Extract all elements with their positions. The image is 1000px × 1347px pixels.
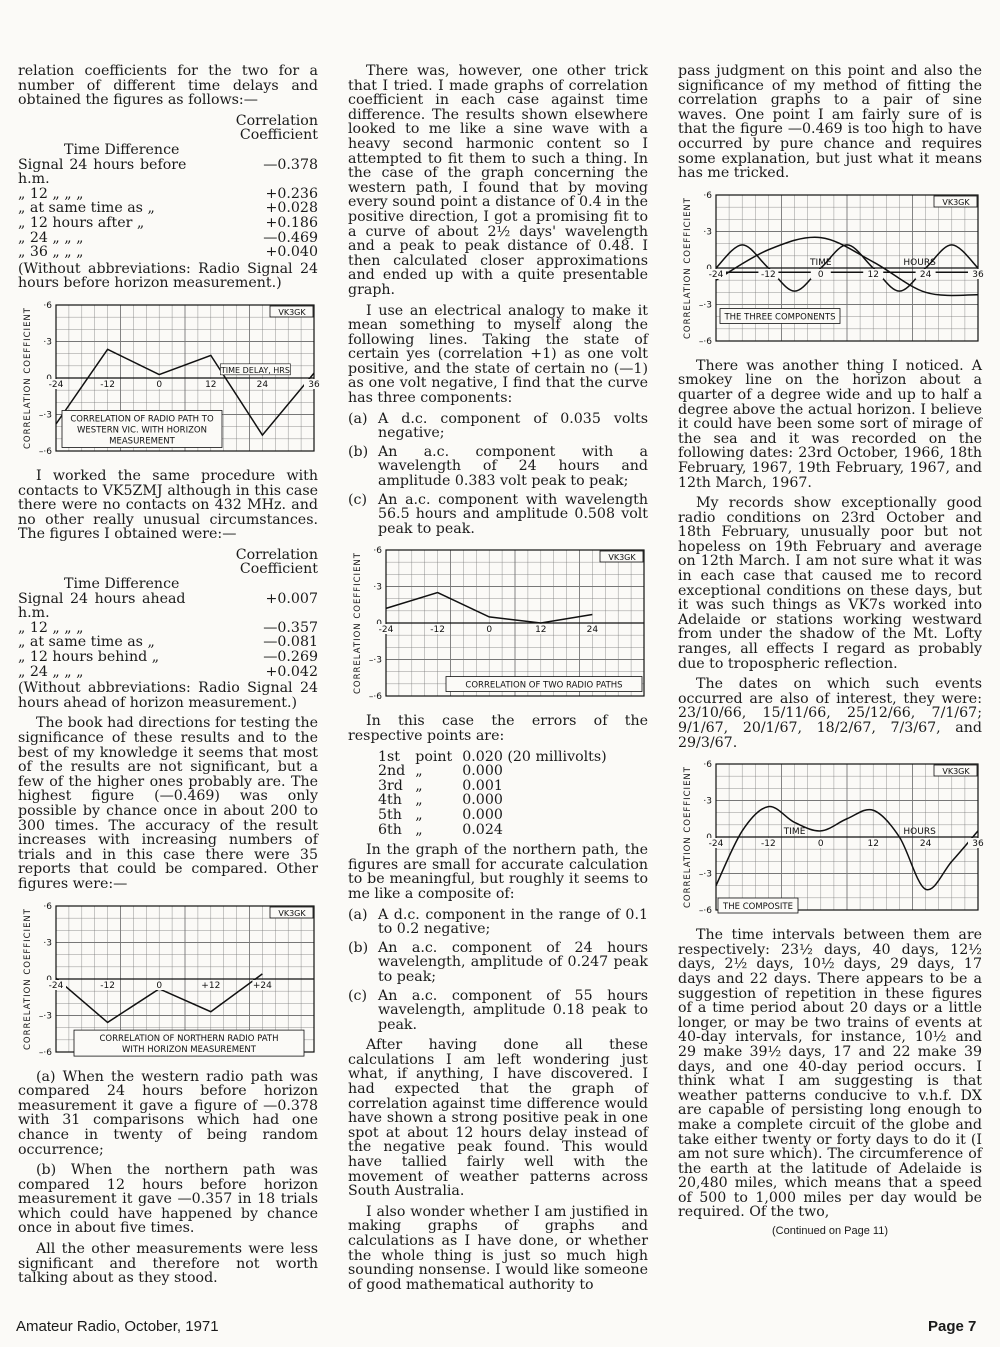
western-path-chart <box>18 299 318 459</box>
x-tick-label: -24 <box>378 625 394 636</box>
col3-p2: There was another thing I noticed. A smokey line on the horizon about a quarter of a degree wide and up to half a degree above the actual horizon. I believe it could have been some sort of mirage of the sea and it was recorded on the following dates: 23rd October, 1966, 18th February, 1967, 19th February, 1967, and 12th March, 1967. <box>678 357 982 491</box>
y-tick-label: –·6 <box>38 446 52 457</box>
table-row: „ 12 „ „ „ —0.357 <box>18 619 318 636</box>
y-axis-label: CORRELATION COEFFICIENT <box>23 907 33 1050</box>
chart-caption: MEASUREMENT <box>109 436 175 447</box>
x-tick-label: 24 <box>919 269 932 280</box>
y-tick-label: –·3 <box>368 655 382 666</box>
y-tick-label: ·6 <box>43 901 52 912</box>
chart-caption: CORRELATION OF NORTHERN RADIO PATH <box>99 1033 279 1044</box>
col3-p3: My records show exceptionally good radio conditions on 23rd October and 18th February, unusually poor but not hopeless on 19th February and average on 12th March. I am not sure what it was in each case that caused me to record exceptional conditions on these days, but it was such things as VK7s worked into Adelaide or stations working westward from under the shadow of the Mt. Lofty ranges, all effects I regard as probably due to tropospheric reflection. <box>678 495 982 672</box>
table-row: „ 12 hours after „ +0.186 <box>18 214 318 231</box>
hours-label: HOURS <box>903 257 936 268</box>
column-2 <box>348 64 648 1298</box>
x-tick-label: 24 <box>256 379 269 390</box>
list-item: (b) An a.c. component of 24 hours wavelength, amplitude of 0.247 peak to peak; <box>348 939 648 985</box>
y-axis-label: CORRELATION COEFFICIENT <box>23 306 33 449</box>
x-tick-label: 36 <box>308 379 320 390</box>
x-tick-label: 0 <box>486 625 493 636</box>
y-tick-label: –·6 <box>698 906 712 917</box>
two-paths-chart <box>348 544 648 704</box>
col1-all: All the other measurements were less significant and therefore not worth talking about as they stood. <box>18 1241 318 1287</box>
chart-caption: WITH HORIZON MEASUREMENT <box>122 1044 256 1055</box>
y-axis-label: CORRELATION COEFFICIENT <box>683 766 693 909</box>
table-row: 6th „ 0.024 <box>378 821 503 838</box>
col2-p4: In the graph of the northern path, the figures are small for accurate calculation to be meaningful, but roughly it seems to me like a composite of: <box>348 842 648 902</box>
col3-p1: pass judgment on this point and also the significance of my method of fitting the correlation graphs to a pair of sine waves. One point I am fairly sure of is that the figure —0.469 is too high to have occurred by pure chance and requires some explanation, but just what it means has me tricked. <box>678 63 982 182</box>
list-item: (b) An a.c. component with a wavelength of 24 hours and amplitude 0.383 volt peak to peak; <box>348 443 648 490</box>
y-tick-label: ·3 <box>43 337 52 348</box>
col1-worked: I worked the same procedure with contacts to VK5ZMJ although in this case there were no contacts on 432 MHz. and no other really unusual circumstances. The figures I obtained were:— <box>18 467 318 543</box>
table-row: „ 24 „ „ „ —0.469 <box>18 229 318 246</box>
graph-western <box>18 299 318 459</box>
table-row: 1st point 0.020 (20 millivolts) <box>378 748 607 765</box>
col1-b: (b) When the northern path was compared 12 hours before horizon measurement it gave —0.357 in 18 trials which could have happened by chance once in about five times. <box>18 1162 318 1237</box>
column-3 <box>678 64 982 1239</box>
col2-p3: In this case the errors of the respective points are: <box>348 713 648 744</box>
x-tick-label: 36 <box>972 839 984 850</box>
table-row: „ 12 hours behind „ —0.269 <box>18 649 318 666</box>
chart-caption: WESTERN VIC. WITH HORIZON <box>77 425 207 436</box>
table-row: „ 36 „ „ „ +0.040 <box>18 244 318 261</box>
col2-p2: I use an electrical analogy to make it mean something to myself along the following lines. Taking the state of certain yes (correlation +1) as one volt positive, and the state of certain no (—1) as one volt negative, I find that the curve has three components: <box>348 302 648 407</box>
y-axis-label: CORRELATION COEFFICIENT <box>353 552 363 695</box>
y-tick-label: –·3 <box>38 410 52 421</box>
table-row: „ at same time as „ +0.028 <box>18 200 318 217</box>
x-tick-label: 36 <box>972 269 984 280</box>
y-tick-label: ·3 <box>43 938 52 949</box>
chart-caption: THE THREE COMPONENTS <box>724 312 836 323</box>
y-tick-label: ·6 <box>703 760 712 771</box>
chart-caption: CORRELATION OF RADIO PATH TO <box>70 414 214 425</box>
three-components-chart <box>678 189 982 349</box>
col2-p6: I also wonder whether I am justified in making graphs of graphs and calculations as I have done, or whether the whole thing is just so much high sounding nonsense. I would like someone of good mathematical authority to <box>348 1203 648 1293</box>
y-tick-label: ·6 <box>43 300 52 311</box>
list-item: (c) An a.c. component of 55 hours wavelength, amplitude 0.18 peak to peak. <box>348 987 648 1033</box>
x-tick-label: 12 <box>867 269 879 280</box>
x-tick-label: -24 <box>48 379 64 390</box>
x-tick-label: -24 <box>708 269 724 280</box>
table-row: „ 12 „ „ „ +0.236 <box>18 185 318 202</box>
x-tick-label: 0 <box>156 379 163 390</box>
x-tick-label: -12 <box>761 269 776 280</box>
y-tick-label: ·3 <box>373 582 382 593</box>
y-axis-label: CORRELATION COEFFICIENT <box>683 196 693 339</box>
table-row: 4th „ 0.000 <box>378 792 503 809</box>
x-tick-label: -12 <box>100 379 115 390</box>
y-tick-label: –·3 <box>38 1011 52 1022</box>
hours-label: HOURS <box>903 827 936 838</box>
table-row: Signal 24 hours ahead h.m. +0.007 <box>18 590 318 622</box>
col3-p5: The time intervals between them are respectively: 23½ days, 40 days, 12½ days, 2½ days, 10½ days, 29 days, 17 days and 22 days. There appears to be a suggestion of repetition in these figures of a time period about 20 days or a little longer, or may be two trains of events at 40-day intervals, for instance, 10½ and 29 make 39½ days, 17 and 22 make 39 days, and one 40-day period occurs. I think what I am suggesting is that weather patterns conducive to v.h.f. DX are capable of persisting long enough to make a complete circuit of the globe and take either twenty or forty days to do it (I am not sure which). The circumference of the earth at the latitude of Adelaide is 20,480 miles, which means that a speed of 500 to 1,000 miles per day would be required. Of the two, <box>678 927 982 1221</box>
y-tick-label: ·6 <box>703 190 712 201</box>
table-row: 2nd „ 0.000 <box>378 763 503 780</box>
chart-caption: THE COMPOSITE <box>723 902 793 913</box>
graph-northern <box>18 900 318 1060</box>
errors-table <box>378 750 617 838</box>
footer-publication: Amateur Radio, October, 1971 <box>16 1318 219 1335</box>
table-row: Signal 24 hours before h.m. —0.378 <box>18 156 318 188</box>
graph-composite <box>678 758 982 918</box>
list-item: (c) An a.c. component with wavelength 56.5 hours and amplitude 0.508 volt peak to peak. <box>348 491 648 537</box>
time-label: TIME <box>809 257 832 268</box>
x-tick-label: -12 <box>761 839 776 850</box>
table-row: 5th „ 0.000 <box>378 806 503 823</box>
x-tick-label: -24 <box>48 980 64 991</box>
x-tick-label: 12 <box>867 839 879 850</box>
x-tick-label: 24 <box>586 625 599 636</box>
x-tick-label: +24 <box>252 980 272 991</box>
y-tick-label: –·3 <box>698 869 712 880</box>
x-tick-label: +12 <box>201 980 221 991</box>
vk3gk-tag: VK3GK <box>608 553 636 563</box>
column-1 <box>18 64 318 1292</box>
graph-three-components <box>678 189 982 349</box>
table-header-time: Time Difference <box>64 141 180 158</box>
vk3gk-tag: VK3GK <box>278 908 306 918</box>
table-row: „ 24 „ „ „ +0.042 <box>18 663 318 680</box>
x-tick-label: -12 <box>430 625 445 636</box>
list-item: (a) A d.c. component in the range of 0.1 to 0.2 negative; <box>348 906 648 938</box>
y-tick-label: –·6 <box>368 692 382 703</box>
col2-p1: There was, however, one other trick that I tried. I made graphs of correlation coefficient in each case against time difference. The results shown elsewhere looked to me like a sine wave with a heavy second harmonic content so I attempted to fit them to such a thing. In the case of the graph concerning the western path, I found that by moving every sound point a distance of 0.4 in the positive direction, I got a promising fit to a curve of about 2½ days' wavelength and a peak to peak distance of 0.48. I then calculated closer approximations and ended up with a quite presentable graph. <box>348 63 648 298</box>
y-tick-label: ·6 <box>373 546 382 557</box>
x-axis-label: TIME DELAY, HRS <box>220 365 290 375</box>
table-row: „ at same time as „ —0.081 <box>18 634 318 651</box>
correlation-table-northern: Correlation Coefficient Time Difference Signal 24 hours ahead h.m. +0.007 „ 12 „ „ „ —0.357 „ at same time as „ —0.081 „ 12 hours behind „ —0.269 „ 24 „ „ „ +0.042 <box>18 546 318 680</box>
y-tick-label: ·3 <box>703 796 712 807</box>
correlation-table-western <box>18 114 318 260</box>
x-tick-label: -12 <box>100 980 115 991</box>
col3-p4: The dates on which such events occurred are also of interest, they were: 23/10/66, 15/11/66, 25/12/66, 7/1/67; 9/1/67, 20/1/67, 18/2/67, 7/3/67, and 29/3/67. <box>678 676 982 751</box>
table-note: (Without abbreviations: Radio Signal 24 hours before horizon measurement.) <box>18 260 318 292</box>
y-tick-label: ·3 <box>703 227 712 238</box>
x-tick-label: 12 <box>205 379 217 390</box>
vk3gk-tag: VK3GK <box>942 767 970 777</box>
table-note: (Without abbreviations: Radio Signal 24 hours ahead of horizon measurement.) <box>18 680 318 711</box>
x-tick-label: 12 <box>535 625 547 636</box>
footer-page-number: Page 7 <box>928 1318 977 1335</box>
list-item: (a) A d.c. component of 0.035 volts negative; <box>348 410 648 442</box>
col1-intro: relation coefficients for the two for a number of different time delays and obtained the figures as follows:— <box>18 63 318 109</box>
y-tick-label: –·6 <box>38 1047 52 1058</box>
x-tick-label: 0 <box>156 980 163 991</box>
northern-path-chart <box>18 900 318 1060</box>
col1-a: (a) When the western radio path was compared 24 hours before horizon measurement it gave a figure of —0.378 with 31 comparisons which had one chance in twenty of being random occurrence; <box>18 1068 318 1158</box>
northern-components-list <box>348 908 648 1033</box>
composite-chart <box>678 758 982 918</box>
components-list <box>348 412 648 537</box>
y-tick-label: –·3 <box>698 300 712 311</box>
vk3gk-tag: VK3GK <box>942 197 970 207</box>
x-tick-label: 24 <box>919 839 932 850</box>
time-label: TIME <box>783 827 806 838</box>
continued-note: (Continued on Page 11) <box>772 1225 888 1238</box>
y-tick-label: –·6 <box>698 336 712 347</box>
chart-caption: CORRELATION OF TWO RADIO PATHS <box>465 680 623 691</box>
table-row: 3rd „ 0.001 <box>378 777 503 794</box>
col2-p5: After having done all these calculations I am left wondering just what, if anything, I have discovered. I had expected that the graph of correlation against time difference would have shown a strong positive peak in one spot at about 12 hours delay instead of the negative peak found. This would have tallied fairly well with the movement of weather patterns across South Australia. <box>348 1037 648 1200</box>
table-header-coefficient: Correlation Coefficient <box>235 112 318 144</box>
graph-two-paths <box>348 544 648 704</box>
x-tick-label: 0 <box>817 839 824 850</box>
vk3gk-tag: VK3GK <box>278 307 306 317</box>
x-tick-label: 0 <box>817 269 824 280</box>
col1-book: The book had directions for testing the significance of these results and to the best of my knowledge it seems that most of the results are not significant, but a few of the higher ones probably are. The highest figure (—0.469) was only possible by chance once in about 200 to 300 times. The accuracy of the result increases with increasing numbers of trials and in this case there were 35 reports that could be compared. Other figures were:— <box>18 715 318 892</box>
x-tick-label: -24 <box>708 839 724 850</box>
